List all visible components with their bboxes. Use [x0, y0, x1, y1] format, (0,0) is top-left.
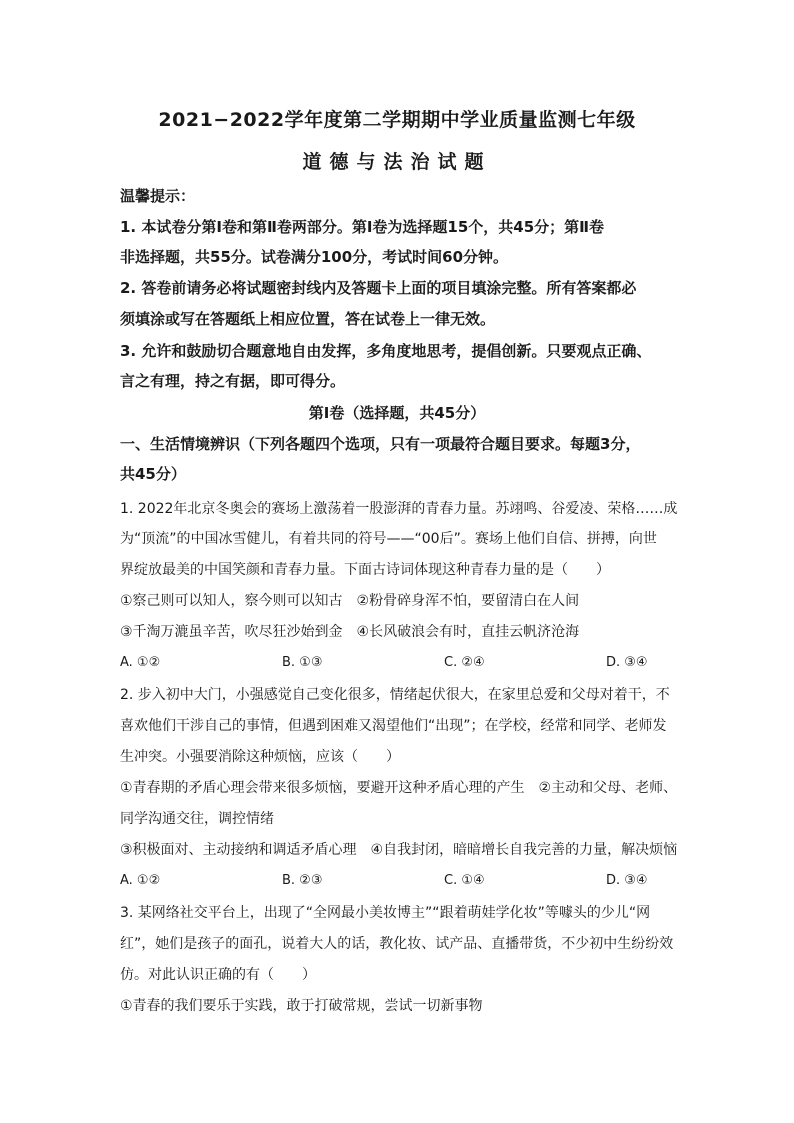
question-1-option-b: B. ①③	[282, 655, 323, 670]
question-1-option-d: D. ③④	[606, 655, 648, 670]
tips-line: 非选择题，共55分。试卷满分100分，考试时间60分钟。	[120, 248, 509, 266]
part-heading: 共45分）	[120, 465, 186, 483]
question-2-statement: ①青春期的矛盾心理会带来很多烦恼，要避开这种矛盾心理的产生 ②主动和父母、老师、	[120, 780, 678, 796]
question-1-statement: ①察己则可以知人，察今则可以知古 ②粉骨碎身浑不怕，要留清白在人间	[120, 593, 580, 609]
tips-heading: 温馨提示：	[120, 187, 196, 205]
tips-line: 须填涂或写在答题纸上相应位置，答在试卷上一律无效。	[120, 310, 496, 328]
question-2-text: 生冲突。小强要消除这种烦恼，应该（ ）	[120, 749, 400, 765]
tips-line: 言之有理，持之有据，即可得分。	[120, 372, 346, 390]
tips-line: 1. 本试卷分第Ⅰ卷和第Ⅱ卷两部分。第Ⅰ卷为选择题15个，共45分；第Ⅱ卷	[120, 218, 605, 236]
question-3-statement: ①青春的我们要乐于实践，敢于打破常规，尝试一切新事物	[120, 998, 483, 1014]
question-3-text: 3. 某网络社交平台上，出现了“全网最小美妆博主”“跟着萌娃学化妆”等噱头的少儿“网	[120, 905, 651, 921]
question-2-text: 2. 步入初中大门，小强感觉自己变化很多，情绪起伏很大，在家里总爱和父母对着干，不	[120, 687, 670, 703]
question-1-option-a: A. ①②	[120, 655, 161, 670]
question-1-text: 1. 2022年北京冬奥会的赛场上激荡着一股澎湃的青春力量。苏翊鸣、谷爱凌、荣格……成	[120, 501, 678, 517]
tips-line: 2. 答卷前请务必将试题密封线内及答题卡上面的项目填涂完整。所有答案都必	[120, 279, 637, 297]
question-2-statement: ③积极面对、主动接纳和调适矛盾心理 ④自我封闭，暗暗增长自我完善的力量，解决烦恼	[120, 842, 678, 858]
question-1-option-c: C. ②④	[444, 655, 485, 670]
question-1-statement: ③千淘万漉虽辛苦，吹尽狂沙始到金 ④长风破浪会有时，直挂云帆济沧海	[120, 624, 580, 640]
question-2-option-c: C. ①④	[444, 873, 485, 888]
question-2-option-d: D. ③④	[606, 873, 648, 888]
question-1-text: 为“顶流”的中国冰雪健儿，有着共同的符号——“00后”。赛场上他们自信、拼搏，向世	[120, 531, 657, 547]
exam-title: 2021−2022学年度第二学期期中学业质量监测七年级	[158, 109, 636, 131]
tips-line: 3. 允许和鼓励切合题意地自由发挥，多角度地思考，提倡创新。只要观点正确、	[120, 342, 652, 360]
question-2-option-b: B. ②③	[282, 873, 323, 888]
question-3-text: 仿。对此认识正确的有（ ）	[120, 967, 316, 983]
question-2-text: 喜欢他们干涉自己的事情，但遇到困难又渴望他们“出现”；在学校，经常和同学、老师发	[120, 718, 667, 734]
question-2-option-a: A. ①②	[120, 873, 161, 888]
exam-subtitle: 道德与法治试题	[302, 151, 492, 173]
question-2-statement: 同学沟通交往，调控情绪	[120, 811, 274, 827]
question-3-text: 红”，她们是孩子的面孔，说着大人的话，教化妆、试产品、直播带货，不少初中生纷纷效	[120, 936, 674, 952]
question-1-text: 界绽放最美的中国笑颜和青春力量。下面古诗词体现这种青春力量的是（ ）	[120, 562, 610, 578]
section-title: 第Ⅰ卷（选择题，共45分）	[308, 404, 486, 422]
part-heading: 一、生活情境辨识（下列各题四个选项，只有一项最符合题目要求。每题3分，	[120, 435, 641, 453]
